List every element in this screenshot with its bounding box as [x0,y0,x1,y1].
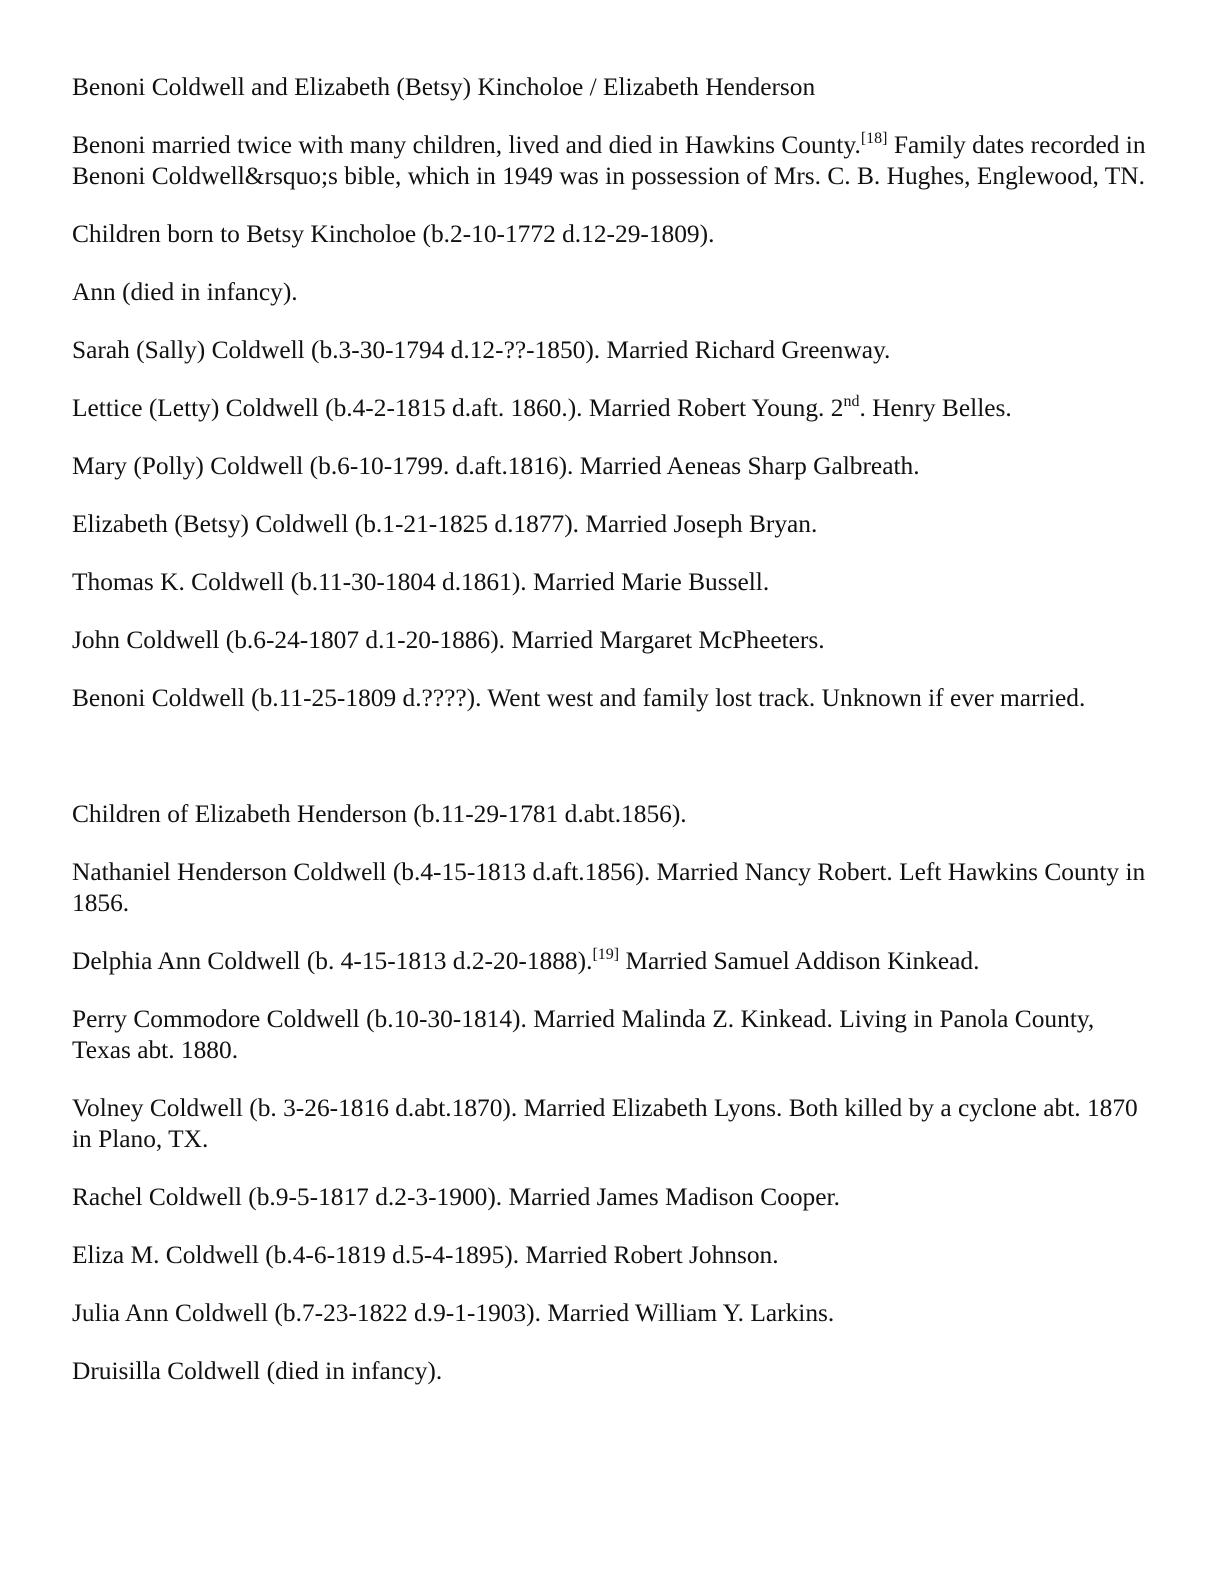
list-item: Thomas K. Coldwell (b.11-30-1804 d.1861). Married Marie Bussell. [72,568,770,596]
section-spacer [72,741,1152,799]
list-item: Sarah (Sally) Coldwell (b.3-30-1794 d.12-??-1850). Married Richard Greenway. [72,336,891,364]
list-item: Mary (Polly) Coldwell (b.6-10-1799. d.aft.1816). Married Aeneas Sharp Galbreath. [72,452,920,480]
entry-text-end: Married Samuel Addison Kinkead. [619,947,980,975]
list-item: Volney Coldwell (b. 3-26-1816 d.abt.1870). Married Elizabeth Lyons. Both killed by a cyclone abt. 1870 in Plano, TX. [72,1094,1138,1153]
list-item: John Coldwell (b.6-24-1807 d.1-20-1886). Married Margaret McPheeters. [72,626,825,654]
list-item: Eliza M. Coldwell (b.4-6-1819 d.5-4-1895). Married Robert Johnson. [72,1241,779,1269]
list-item [72,946,1152,977]
entry-text-start: Delphia Ann Coldwell (b. 4-15-1813 d.2-20-1888). [72,947,593,975]
list-item: Benoni Coldwell (b.11-25-1809 d.????). Went west and family lost track. Unknown if ever married. [72,684,1086,712]
list-item: Rachel Coldwell (b.9-5-1817 d.2-3-1900). Married James Madison Cooper. [72,1183,840,1211]
entry-text-start: Lettice (Letty) Coldwell (b.4-2-1815 d.aft. 1860.). Married Robert Young. 2 [72,394,844,422]
intro-paragraph [72,130,1152,192]
list-item: Julia Ann Coldwell (b.7-23-1822 d.9-1-1903). Married William Y. Larkins. [72,1299,835,1327]
intro-text-start: Benoni married twice with many children, lived and died in Hawkins County. [72,131,861,159]
list-item: Perry Commodore Coldwell (b.10-30-1814). Married Malinda Z. Kinkead. Living in Panola County, Texas abt. 1880. [72,1005,1095,1064]
document-page [72,72,1152,1414]
second-family-heading: Children of Elizabeth Henderson (b.11-29-1781 d.abt.1856). [72,800,687,828]
list-item: Nathaniel Henderson Coldwell (b.4-15-1813 d.aft.1856). Married Nancy Robert. Left Hawkins County in 1856. [72,858,1146,917]
footnote-ref-18[interactable]: [18] [860,129,888,147]
entry-text-end: . Henry Belles. [859,394,1012,422]
list-item: Elizabeth (Betsy) Coldwell (b.1-21-1825 d.1877). Married Joseph Bryan. [72,510,818,538]
document-title: Benoni Coldwell and Elizabeth (Betsy) Kincholoe / Elizabeth Henderson [72,73,816,101]
footnote-ref-19[interactable]: [19] [592,945,620,963]
first-family-heading: Children born to Betsy Kincholoe (b.2-10-1772 d.12-29-1809). [72,220,715,248]
intro-text-end: Family dates recorded in Benoni Coldwell&rsquo;s bible, which in 1949 was in possession of Mrs. C. B. Hughes, Englewood, TN. [72,131,1146,190]
list-item: Druisilla Coldwell (died in infancy). [72,1357,443,1385]
ordinal-suffix: nd [843,392,860,410]
list-item: Ann (died in infancy). [72,278,298,306]
list-item [72,393,1152,424]
